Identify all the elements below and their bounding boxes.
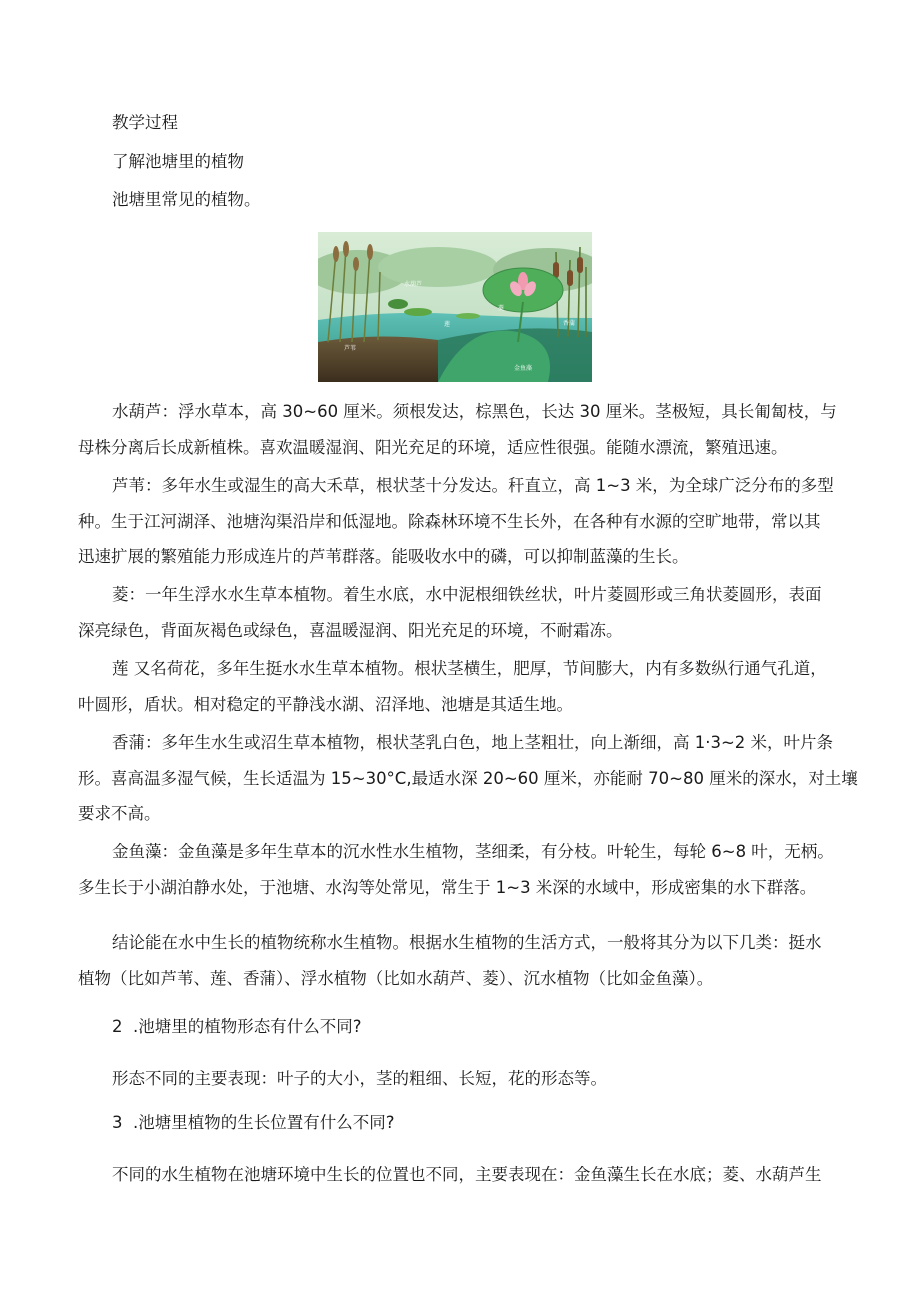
label-ling: 菱 [498, 305, 505, 312]
paragraph-xiangpu-line-1: 香蒲：多年生水生或沼生草本植物，根状茎乳白色，地上茎粗壮，向上渐细，高 1·3~2 米，叶片条 [112, 733, 834, 752]
answer-2: 形态不同的主要表现：叶子的大小，茎的粗细、长短，花的形态等。 [112, 1069, 607, 1088]
paragraph-conclusion-line-2: 植物（比如芦苇、莲、香蒲）、浮水植物（比如水葫芦、菱）、沉水植物（比如金鱼藻）。 [78, 969, 714, 988]
paragraph-jinyuzao-line-2: 多生长于小湖泊静水处，于池塘、水沟等处常见，常生于 1~3 米深的水域中，形成密集的水下群落。 [78, 878, 817, 897]
pond-plants-illustration [318, 232, 592, 382]
pond-scene [318, 232, 592, 382]
paragraph-luwei-line-3: 迅速扩展的繁殖能力形成连片的芦苇群落。能吸收水中的磷，可以抑制蓝藻的生长。 [78, 547, 689, 566]
heading-teaching-process: 教学过程 [112, 113, 178, 132]
question-2: 2 .池塘里的植物形态有什么不同? [112, 1017, 362, 1036]
question-3: 3 .池塘里植物的生长位置有什么不同? [112, 1113, 395, 1132]
paragraph-xiangpu-line-2: 形。喜高温多湿气候，生长适温为 15~30°C,最适水深 20~60 厘米，亦能耐 70~80 厘米的深水，对土壤 [78, 769, 858, 788]
label-luwei: 芦苇 [344, 345, 357, 352]
label-xiangpu: 香蒲 [563, 320, 576, 327]
paragraph-luwei-line-1: 芦苇：多年水生或湿生的高大禾草，根状茎十分发达。秆直立，高 1~3 米，为全球广泛分布的多型 [112, 476, 834, 495]
heading-common-plants: 池塘里常见的植物。 [112, 190, 261, 209]
label-jinyuzao: 金鱼藻 [514, 365, 533, 372]
paragraph-lian-line-1: 莲 又名荷花，多年生挺水水生草本植物。根状茎横生，肥厚，节间膨大，内有多数纵行通气孔道， [112, 659, 827, 678]
answer-3: 不同的水生植物在池塘环境中生长的位置也不同，主要表现在：金鱼藻生长在水底；菱、水葫芦生 [112, 1165, 822, 1184]
paragraph-shuihulu-line-2: 母株分离后长成新植株。喜欢温暖湿润、阳光充足的环境，适应性很强。能随水漂流，繁殖迅速。 [78, 438, 788, 457]
heading-understand-plants: 了解池塘里的植物 [112, 152, 244, 171]
paragraph-ling-line-2: 深亮绿色，背面灰褐色或绿色，喜温暖湿润、阳光充足的环境，不耐霜冻。 [78, 621, 623, 640]
label-shuihulu: 水葫芦 [404, 281, 423, 288]
paragraph-jinyuzao-line-1: 金鱼藻：金鱼藻是多年生草本的沉水性水生植物，茎细柔，有分枝。叶轮生，每轮 6~8 叶，无柄。 [112, 842, 834, 861]
paragraph-conclusion-line-1: 结论能在水中生长的植物统称水生植物。根据水生植物的生活方式，一般将其分为以下几类：挺水 [112, 933, 822, 952]
label-lian: 莲 [444, 321, 451, 328]
paragraph-ling-line-1: 菱：一年生浮水水生草本植物。着生水底，水中泥根细铁丝状，叶片菱圆形或三角状菱圆形，表面 [112, 585, 822, 604]
paragraph-shuihulu-line-1: 水葫芦：浮水草本，高 30~60 厘米。须根发达，棕黑色，长达 30 厘米。茎极短，具长匍匐枝，与 [112, 402, 837, 421]
paragraph-luwei-line-2: 种。生于江河湖泽、池塘沟渠沿岸和低湿地。除森林环境不生长外，在各种有水源的空旷地带，常以其 [78, 512, 821, 531]
paragraph-xiangpu-line-3: 要求不高。 [78, 804, 161, 823]
paragraph-lian-line-2: 叶圆形，盾状。相对稳定的平静浅水湖、沼泽地、池塘是其适生地。 [78, 695, 573, 714]
